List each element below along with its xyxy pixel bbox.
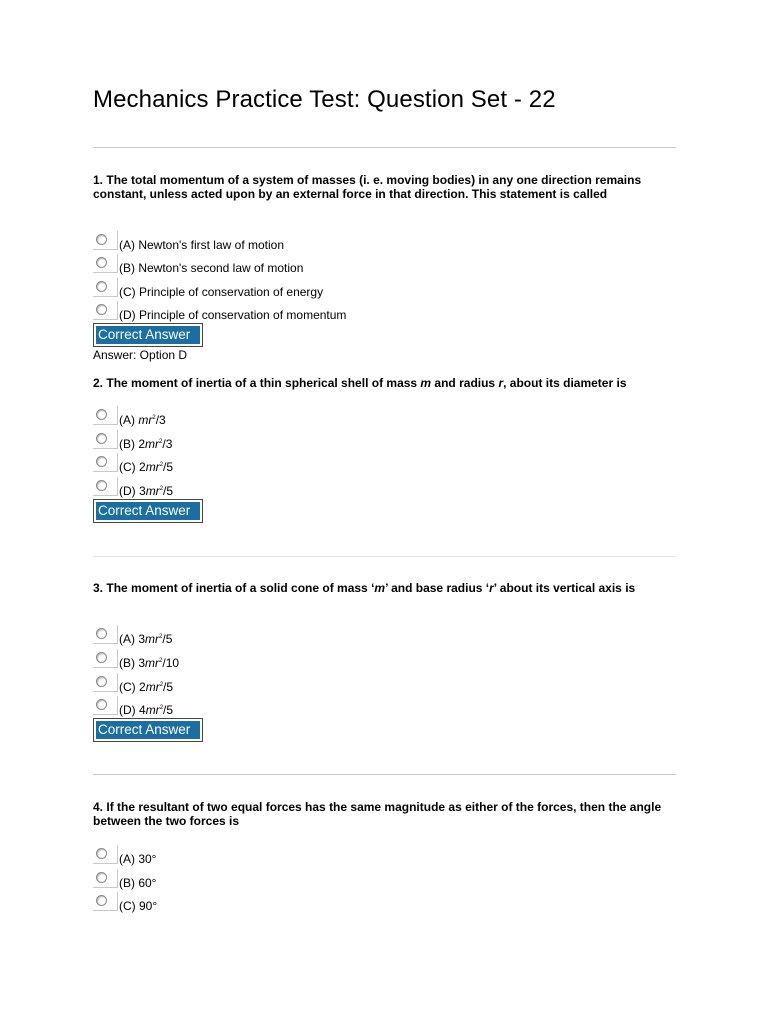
option-label: (C) Principle of conservation of energy [119,285,324,299]
radio-button[interactable] [96,257,107,268]
question-2-option-d[interactable] [93,477,393,499]
option-label: (B) Newton's second law of motion [119,261,304,275]
divider [93,147,676,148]
radio-button[interactable] [96,433,107,444]
question-2-option-b[interactable] [93,430,393,452]
question-3-option-c[interactable] [93,673,393,695]
question-number: 1. [93,173,104,187]
radio-button[interactable] [96,628,107,639]
radio-button[interactable] [96,409,107,420]
option-label: (A) $mr^2/3$ [119,413,166,427]
question-2-option-a[interactable] [93,406,393,428]
question-1-option-b[interactable] [93,254,393,276]
option-label: (B) $3mr^2/10$ [119,656,180,670]
question-text: The total momentum of a system of masses (i. e. moving bodies) in any one direction remains constant, unless acted upon by an external force in that direction. This statement is called [93,173,642,201]
question-1-text [93,173,668,201]
correct-answer-button[interactable] [93,718,203,742]
question-number: 2. [93,376,104,390]
divider [93,774,676,775]
question-4-option-c[interactable] [93,892,393,914]
question-1-option-d[interactable] [93,301,393,323]
radio-button[interactable] [96,480,107,491]
radio-button[interactable] [96,676,107,687]
question-3-option-b[interactable] [93,649,393,671]
radio-button[interactable] [96,281,107,292]
option-label: (C) $2mr^2/5$ [119,680,174,694]
option-label: (B) $2mr^2/3$ [119,437,173,451]
question-3-text: 3. The moment of inertia of a solid cone of mass ‘m’ and base radius ‘r’ about its vertical axis is [93,581,636,595]
correct-answer-label: Correct Answer [96,326,200,344]
option-label: (A) Newton's first law of motion [119,238,285,252]
radio-button[interactable] [96,652,107,663]
radio-button[interactable] [96,699,107,710]
divider [93,556,676,557]
question-number: 4. [93,800,104,814]
radio-button[interactable] [96,234,107,245]
correct-answer-label: Correct Answer [96,721,200,739]
question-4-text [93,800,668,828]
question-4-option-a[interactable] [93,845,393,867]
option-label: (C) 90° [119,899,158,913]
question-2-text: 2. The moment of inertia of a thin spherical shell of mass m and radius r, about its diameter is [93,376,627,390]
question-text: If the resultant of two equal forces has the same magnitude as either of the forces, then the angle between the two forces is [93,800,662,828]
radio-button[interactable] [96,304,107,315]
answer-text: Answer: Option D [93,348,188,362]
correct-answer-label: Correct Answer [96,502,200,520]
option-label: (D) $3mr^2/5$ [119,484,174,498]
question-3-option-a[interactable] [93,625,393,647]
question-3-option-d[interactable] [93,696,393,718]
radio-button[interactable] [96,895,107,906]
question-1-option-c[interactable] [93,278,393,300]
question-1-option-a[interactable] [93,231,393,253]
correct-answer-button[interactable] [93,323,203,347]
question-2-option-c[interactable] [93,453,393,475]
option-label: (D) $4mr^2/5$ [119,703,174,717]
radio-button[interactable] [96,456,107,467]
option-label: (A) 30° [119,852,157,866]
option-label: (B) 60° [119,876,157,890]
option-label: (C) $2mr^2/5$ [119,460,174,474]
option-label: (D) Principle of conservation of momentum [119,308,347,322]
radio-button[interactable] [96,872,107,883]
question-number: 3. [93,581,104,595]
page-title: Mechanics Practice Test: Question Set - 22 [93,86,556,113]
radio-button[interactable] [96,848,107,859]
option-label: (A) $3mr^2/5$ [119,632,173,646]
correct-answer-button[interactable] [93,499,203,523]
question-4-option-b[interactable] [93,869,393,891]
